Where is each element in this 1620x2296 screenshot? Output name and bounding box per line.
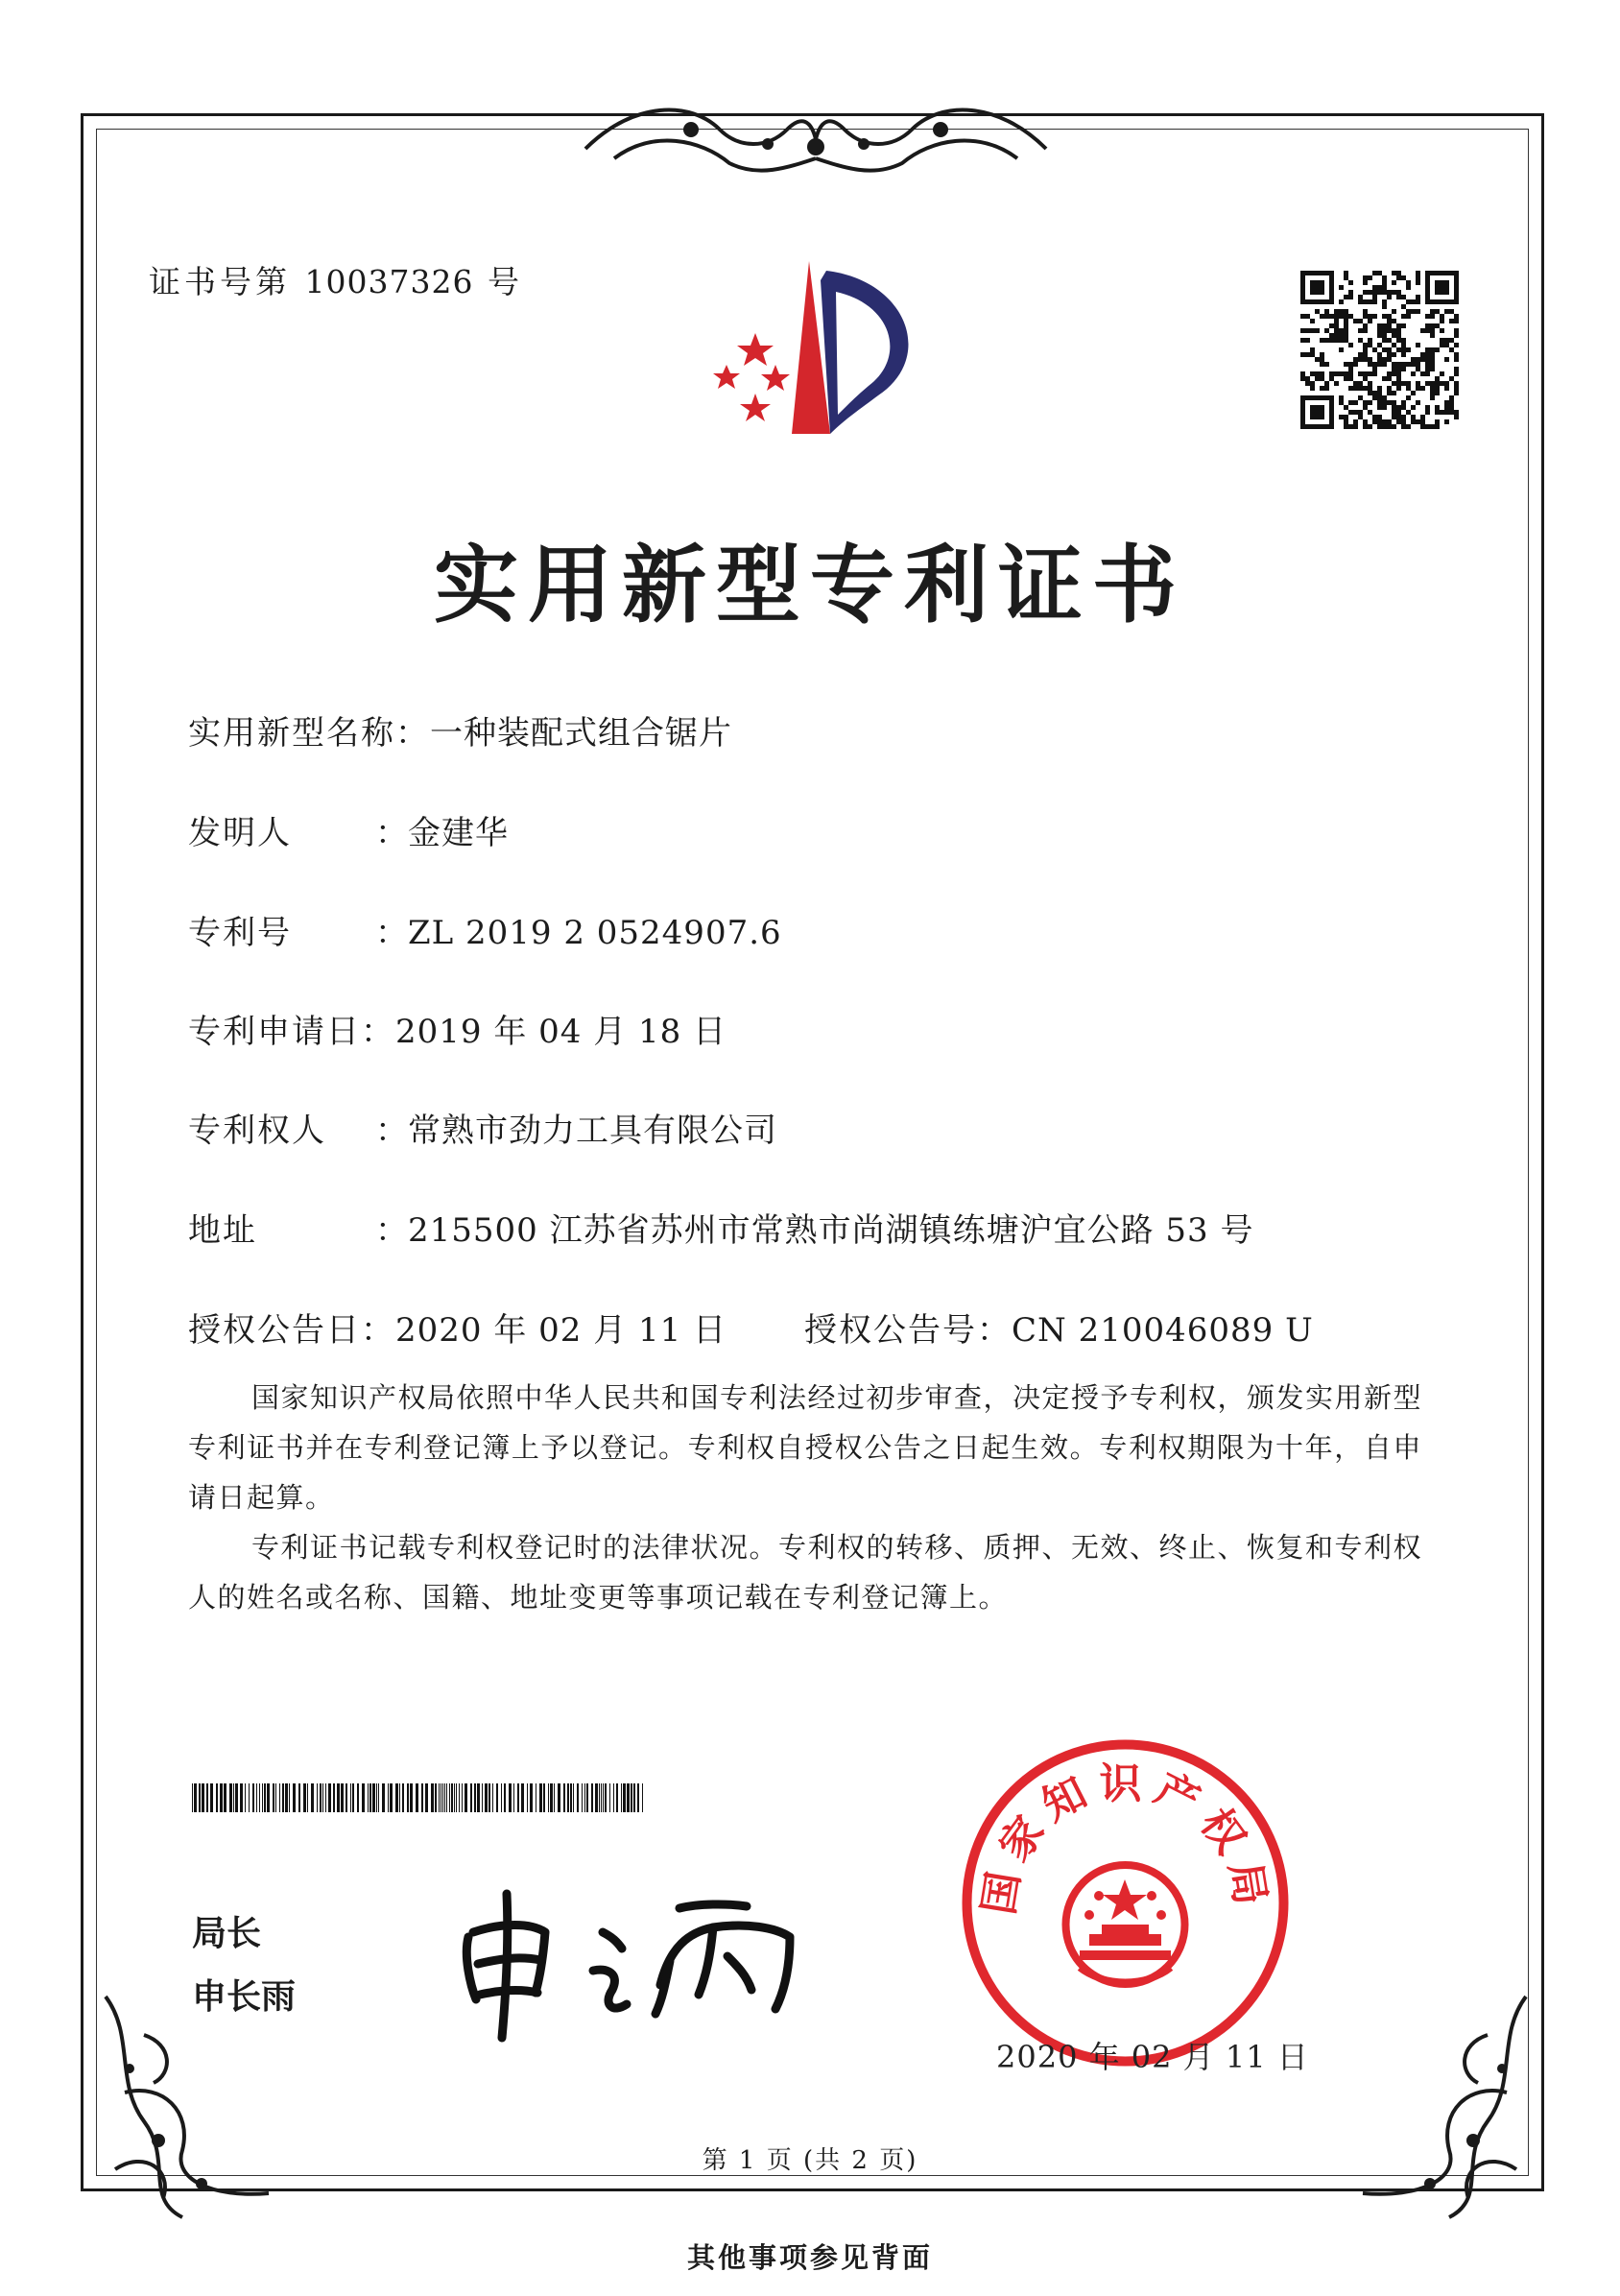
field-grant-date [188,1303,727,1351]
legal-status-paragraph: 专利证书记载专利权登记时的法律状况。专利权的转移、质押、无效、终止、恢复和专利权人的姓名或名称、国籍、地址变更等事项记载在专利登记簿上。 [188,1531,1423,1614]
field-address: 地址 ：215500 江苏省苏州市常熟市尚湖镇练塘沪宜公路 53 号 [188,1204,1253,1251]
certificate-number [149,257,523,302]
field-name [188,706,732,753]
field-filing-date-label: 专利申请日： [188,1013,395,1051]
field-patent-number-label: 专利号 [188,914,292,952]
field-grant-date-label: 授权公告日： [188,1311,395,1350]
director-name: 申长雨 [192,1977,297,2017]
certificate-number-value: 10037326 [304,263,474,300]
official-seal [960,1737,1291,2069]
field-grant-date-value: 2020 年 02 月 11 日 [395,1311,727,1350]
director-title: 局长 [192,1914,262,1953]
seal-date: 2020 年 02 月 11 日 [996,2039,1309,2075]
certificate-number-label: 证书号第 [149,263,291,300]
field-patent-owner-value: 常熟市劲力工具有限公司 [408,1112,777,1150]
field-inventor: 发明人 ：金建华 [188,806,509,853]
cnipa-logo-icon [686,251,941,453]
bottom-right-corner-ornament [1334,1977,1545,2227]
field-filing-date [188,1005,727,1052]
national-emblem-icon [1066,1865,1185,1984]
barcode-icon [192,1783,643,1812]
field-grant-number [804,1303,1314,1351]
certificate-number-suffix: 号 [487,263,523,300]
field-inventor-label: 发明人 [188,814,292,852]
field-filing-date-value: 2019 年 04 月 18 日 [395,1013,727,1051]
field-grant-number-value: CN 210046089 U [1012,1311,1314,1350]
field-address-value: 215500 江苏省苏州市常熟市尚湖镇练塘沪宜公路 53 号 [408,1211,1254,1250]
field-inventor-value: 金建华 [408,814,509,852]
certificate-title: 实用新型专利证书 [433,536,1186,634]
field-address-label: 地址 [188,1211,257,1250]
field-patent-number-value: ZL 2019 2 0524907.6 [408,914,782,952]
top-scroll-ornament [576,91,1056,182]
grant-statement-paragraph: 国家知识产权局依照中华人民共和国专利法经过初步审查，决定授予专利权，颁发实用新型专利证书并在专利登记簿上予以登记。专利权自授权公告之日起生效。专利权期限为十年，自申请日起算。 [188,1381,1423,1514]
field-patent-owner-label: 专利权人 [188,1112,326,1150]
director-signature [459,1879,814,2043]
svg-text:国家知识产权局: 国家知识产权局 [974,1759,1276,1919]
field-name-value: 一种装配式组合锯片 [430,714,732,753]
field-patent-owner: 专利权人 ：常熟市劲力工具有限公司 [188,1104,777,1151]
field-name-label: 实用新型名称： [188,714,430,753]
footer-note: 其他事项参见背面 [686,2241,933,2274]
qr-code-icon [1300,271,1459,429]
field-grant-number-label: 授权公告号： [804,1311,1012,1350]
page-indicator: 第 1 页 (共 2 页) [702,2146,918,2175]
field-patent-number: 专利号 ：ZL 2019 2 0524907.6 [188,906,782,953]
